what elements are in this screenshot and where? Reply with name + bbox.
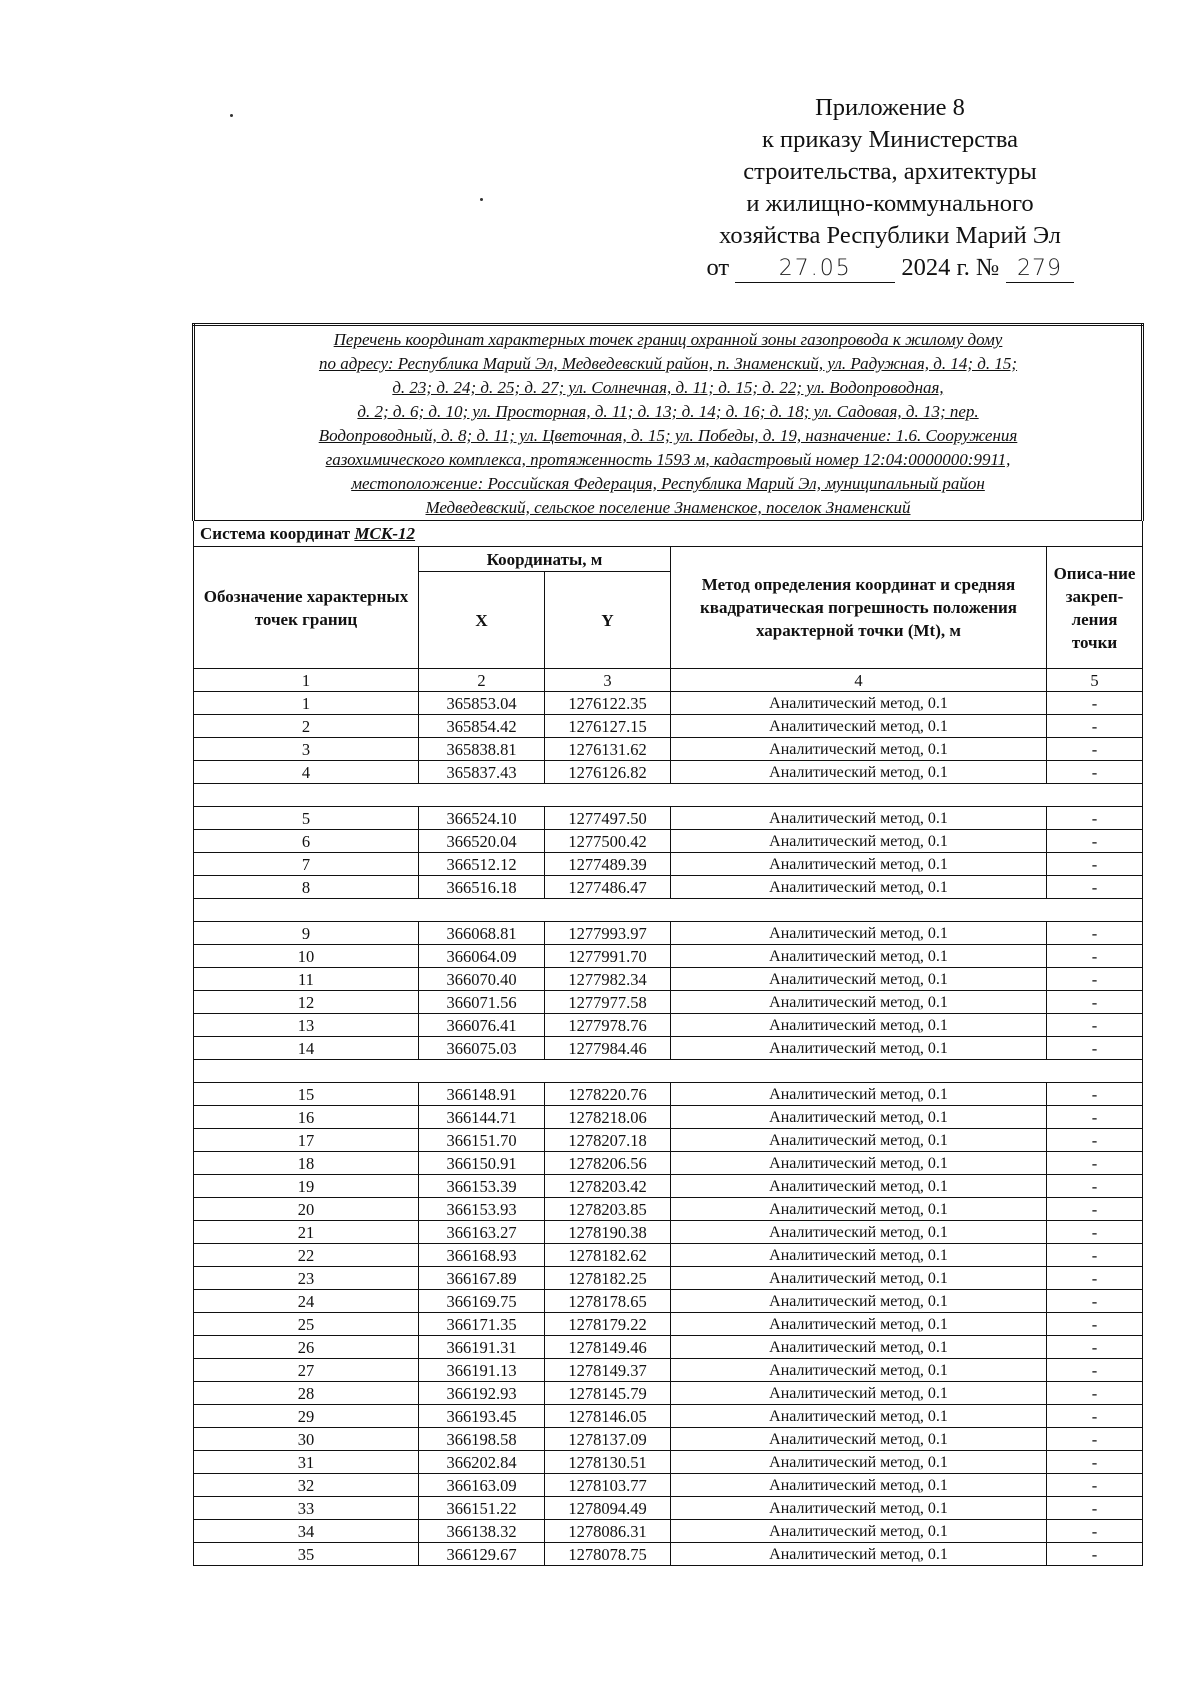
cell-desc: - [1047, 1106, 1143, 1129]
cell-point: 17 [194, 1129, 419, 1152]
cell-y: 1278220.76 [545, 1083, 671, 1106]
cell-y: 1278207.18 [545, 1129, 671, 1152]
cell-method: Аналитический метод, 0.1 [671, 807, 1047, 830]
cell-method: Аналитический метод, 0.1 [671, 853, 1047, 876]
cell-method: Аналитический метод, 0.1 [671, 1290, 1047, 1313]
cell-desc: - [1047, 807, 1143, 830]
cell-x: 366169.75 [419, 1290, 545, 1313]
table-row [194, 1106, 1143, 1129]
cell-x: 366192.93 [419, 1382, 545, 1405]
cell-x: 365838.81 [419, 738, 545, 761]
table-row [194, 922, 1143, 945]
cell-point: 12 [194, 991, 419, 1014]
cell-desc: - [1047, 1451, 1143, 1474]
coordinate-system [194, 521, 1143, 547]
cell-x: 366068.81 [419, 922, 545, 945]
group-separator [194, 784, 1143, 807]
cell-x: 366193.45 [419, 1405, 545, 1428]
caption-line: д. 2; д. 6; д. 10; ул. Просторная, д. 11; д. 13; д. 14; д. 16; д. 18; ул. Садовая, д. 13; пер. [357, 402, 979, 421]
table-row [194, 1497, 1143, 1520]
cell-y: 1278203.85 [545, 1198, 671, 1221]
cell-point: 33 [194, 1497, 419, 1520]
cell-desc: - [1047, 1037, 1143, 1060]
cell-point: 21 [194, 1221, 419, 1244]
cell-desc: - [1047, 1428, 1143, 1451]
cell-y: 1278190.38 [545, 1221, 671, 1244]
cell-x: 366167.89 [419, 1267, 545, 1290]
table-row [194, 991, 1143, 1014]
cell-x: 366198.58 [419, 1428, 545, 1451]
scan-speck [480, 198, 483, 201]
table-row [194, 692, 1143, 715]
cell-y: 1277993.97 [545, 922, 671, 945]
cell-point: 3 [194, 738, 419, 761]
cell-y: 1277977.58 [545, 991, 671, 1014]
table-row [194, 1129, 1143, 1152]
cell-y: 1278203.42 [545, 1175, 671, 1198]
cell-desc: - [1047, 1543, 1143, 1566]
cell-desc: - [1047, 1520, 1143, 1543]
cell-y: 1277982.34 [545, 968, 671, 991]
cell-x: 366144.71 [419, 1106, 545, 1129]
cell-x: 366520.04 [419, 830, 545, 853]
cell-point: 2 [194, 715, 419, 738]
appendix-line: к приказу Министерства [762, 126, 1018, 153]
cell-desc: - [1047, 761, 1143, 784]
table-body [194, 325, 1143, 1566]
cell-x: 366075.03 [419, 1037, 545, 1060]
cell-method: Аналитический метод, 0.1 [671, 1543, 1047, 1566]
cell-method: Аналитический метод, 0.1 [671, 1014, 1047, 1037]
cell-method: Аналитический метод, 0.1 [671, 1497, 1047, 1520]
cell-y: 1277978.76 [545, 1014, 671, 1037]
col-number: 1 [194, 669, 419, 692]
appendix-block [690, 92, 1090, 284]
cell-y: 1278103.77 [545, 1474, 671, 1497]
cell-method: Аналитический метод, 0.1 [671, 715, 1047, 738]
appendix-date-line [690, 252, 1090, 284]
table-row [194, 1152, 1143, 1175]
table-row [194, 1451, 1143, 1474]
cell-y: 1276126.82 [545, 761, 671, 784]
cell-y: 1278130.51 [545, 1451, 671, 1474]
cell-desc: - [1047, 1497, 1143, 1520]
cell-desc: - [1047, 830, 1143, 853]
cell-desc: - [1047, 1083, 1143, 1106]
cell-x: 366153.93 [419, 1198, 545, 1221]
cell-method: Аналитический метод, 0.1 [671, 1152, 1047, 1175]
cell-point: 18 [194, 1152, 419, 1175]
cell-method: Аналитический метод, 0.1 [671, 1382, 1047, 1405]
col-number: 4 [671, 669, 1047, 692]
group-separator [194, 899, 1143, 922]
table-row [194, 968, 1143, 991]
coordinates-table [192, 323, 1144, 1566]
cell-method: Аналитический метод, 0.1 [671, 1267, 1047, 1290]
cell-desc: - [1047, 1244, 1143, 1267]
cell-point: 34 [194, 1520, 419, 1543]
cell-x: 366163.09 [419, 1474, 545, 1497]
cell-desc: - [1047, 1152, 1143, 1175]
table-row [194, 1359, 1143, 1382]
cell-point: 22 [194, 1244, 419, 1267]
cell-y: 1278182.62 [545, 1244, 671, 1267]
cell-desc: - [1047, 922, 1143, 945]
cell-point: 14 [194, 1037, 419, 1060]
cell-method: Аналитический метод, 0.1 [671, 830, 1047, 853]
table-row [194, 945, 1143, 968]
cell-y: 1278146.05 [545, 1405, 671, 1428]
cell-x: 366163.27 [419, 1221, 545, 1244]
cell-y: 1278145.79 [545, 1382, 671, 1405]
header-x: X [419, 572, 545, 669]
table-row [194, 1405, 1143, 1428]
cell-point: 30 [194, 1428, 419, 1451]
caption-line: местоположение: Российская Федерация, Республика Марий Эл, муниципальный район [351, 474, 985, 493]
col-number: 3 [545, 669, 671, 692]
group-separator [194, 1060, 1143, 1083]
system-value: МСК-12 [354, 524, 416, 543]
cell-y: 1277500.42 [545, 830, 671, 853]
cell-method: Аналитический метод, 0.1 [671, 1175, 1047, 1198]
col-number: 5 [1047, 669, 1143, 692]
header-row-1 [194, 547, 1143, 572]
cell-x: 366151.22 [419, 1497, 545, 1520]
cell-y: 1276122.35 [545, 692, 671, 715]
cell-desc: - [1047, 1336, 1143, 1359]
column-number-row [194, 669, 1143, 692]
table-row [194, 807, 1143, 830]
table-row [194, 1336, 1143, 1359]
cell-y: 1278086.31 [545, 1520, 671, 1543]
system-row [194, 521, 1143, 547]
table-row [194, 1474, 1143, 1497]
cell-point: 23 [194, 1267, 419, 1290]
cell-method: Аналитический метод, 0.1 [671, 1451, 1047, 1474]
caption-line: Водопроводный, д. 8; д. 11; ул. Цветочная, д. 15; ул. Победы, д. 19, назначение: 1.6. Сооружения [318, 426, 1018, 445]
cell-desc: - [1047, 1382, 1143, 1405]
caption-line: д. 23; д. 24; д. 25; д. 27; ул. Солнечная, д. 11; д. 15; д. 22; ул. Водопроводная, [392, 378, 944, 397]
cell-desc: - [1047, 968, 1143, 991]
cell-x: 366171.35 [419, 1313, 545, 1336]
cell-point: 5 [194, 807, 419, 830]
appendix-line: строительства, архитектуры [743, 158, 1037, 185]
cell-point: 13 [194, 1014, 419, 1037]
cell-x: 366070.40 [419, 968, 545, 991]
table-row [194, 830, 1143, 853]
cell-method: Аналитический метод, 0.1 [671, 1520, 1047, 1543]
cell-y: 1277489.39 [545, 853, 671, 876]
system-label: Система координат [200, 524, 351, 543]
cell-x: 366150.91 [419, 1152, 545, 1175]
appendix-line: Приложение 8 [815, 94, 965, 121]
cell-method: Аналитический метод, 0.1 [671, 1083, 1047, 1106]
cell-desc: - [1047, 1359, 1143, 1382]
cell-desc: - [1047, 1198, 1143, 1221]
cell-point: 19 [194, 1175, 419, 1198]
cell-y: 1278149.46 [545, 1336, 671, 1359]
col-number: 2 [419, 669, 545, 692]
cell-method: Аналитический метод, 0.1 [671, 1106, 1047, 1129]
handwritten-date: 27.05 [735, 256, 895, 283]
cell-y: 1278178.65 [545, 1290, 671, 1313]
table-row [194, 1037, 1143, 1060]
cell-desc: - [1047, 1474, 1143, 1497]
table-caption [194, 325, 1143, 521]
date-prefix: от [706, 254, 730, 281]
cell-point: 20 [194, 1198, 419, 1221]
cell-desc: - [1047, 692, 1143, 715]
cell-point: 27 [194, 1359, 419, 1382]
cell-x: 366071.56 [419, 991, 545, 1014]
caption-row [194, 325, 1143, 521]
table-row [194, 761, 1143, 784]
cell-point: 26 [194, 1336, 419, 1359]
table-row [194, 1382, 1143, 1405]
cell-y: 1277486.47 [545, 876, 671, 899]
table-row [194, 1543, 1143, 1566]
cell-y: 1278179.22 [545, 1313, 671, 1336]
cell-method: Аналитический метод, 0.1 [671, 1221, 1047, 1244]
header-coords: Координаты, м [419, 547, 671, 572]
cell-method: Аналитический метод, 0.1 [671, 968, 1047, 991]
table-row [194, 715, 1143, 738]
cell-x: 366512.12 [419, 853, 545, 876]
cell-point: 6 [194, 830, 419, 853]
cell-desc: - [1047, 715, 1143, 738]
cell-x: 366191.31 [419, 1336, 545, 1359]
cell-y: 1278218.06 [545, 1106, 671, 1129]
cell-point: 31 [194, 1451, 419, 1474]
cell-point: 24 [194, 1290, 419, 1313]
cell-method: Аналитический метод, 0.1 [671, 1428, 1047, 1451]
cell-y: 1278149.37 [545, 1359, 671, 1382]
cell-desc: - [1047, 1175, 1143, 1198]
table-row [194, 1267, 1143, 1290]
table-row [194, 1290, 1143, 1313]
header-method: Метод определения координат и средняя квадратическая погрешность положения характерной точки (Mt), м [671, 547, 1047, 669]
cell-desc: - [1047, 991, 1143, 1014]
cell-desc: - [1047, 1290, 1143, 1313]
caption-line: Перечень координат характерных точек границ охранной зоны газопровода к жилому дому [333, 330, 1003, 349]
cell-desc: - [1047, 876, 1143, 899]
separator-cell [194, 1060, 1143, 1083]
cell-point: 4 [194, 761, 419, 784]
cell-x: 366202.84 [419, 1451, 545, 1474]
cell-method: Аналитический метод, 0.1 [671, 761, 1047, 784]
cell-desc: - [1047, 738, 1143, 761]
cell-method: Аналитический метод, 0.1 [671, 1474, 1047, 1497]
cell-method: Аналитический метод, 0.1 [671, 738, 1047, 761]
cell-point: 11 [194, 968, 419, 991]
header-y: Y [545, 572, 671, 669]
cell-x: 366191.13 [419, 1359, 545, 1382]
table-row [194, 1083, 1143, 1106]
cell-method: Аналитический метод, 0.1 [671, 991, 1047, 1014]
cell-point: 32 [194, 1474, 419, 1497]
cell-x: 366151.70 [419, 1129, 545, 1152]
cell-y: 1278206.56 [545, 1152, 671, 1175]
cell-y: 1278094.49 [545, 1497, 671, 1520]
cell-y: 1276127.15 [545, 715, 671, 738]
cell-point: 35 [194, 1543, 419, 1566]
appendix-line: и жилищно-коммунального [746, 190, 1034, 217]
cell-y: 1278137.09 [545, 1428, 671, 1451]
cell-point: 10 [194, 945, 419, 968]
table-row [194, 1014, 1143, 1037]
cell-method: Аналитический метод, 0.1 [671, 1359, 1047, 1382]
cell-desc: - [1047, 1405, 1143, 1428]
caption-line: газохимического комплекса, протяженность 1593 м, кадастровый номер 12:04:0000000:9911, [325, 450, 1011, 469]
cell-x: 365854.42 [419, 715, 545, 738]
cell-method: Аналитический метод, 0.1 [671, 945, 1047, 968]
separator-cell [194, 784, 1143, 807]
appendix-line: хозяйства Республики Марий Эл [719, 222, 1061, 249]
table-row [194, 853, 1143, 876]
caption-line: Медведевский, сельское поселение Знаменское, поселок Знаменский [425, 498, 911, 517]
table-row [194, 738, 1143, 761]
cell-x: 366153.39 [419, 1175, 545, 1198]
header-point: Обозначение характерных точек границ [194, 547, 419, 669]
cell-x: 366148.91 [419, 1083, 545, 1106]
cell-point: 15 [194, 1083, 419, 1106]
cell-y: 1277991.70 [545, 945, 671, 968]
cell-y: 1277497.50 [545, 807, 671, 830]
table-row [194, 1221, 1143, 1244]
cell-desc: - [1047, 1129, 1143, 1152]
cell-method: Аналитический метод, 0.1 [671, 922, 1047, 945]
cell-x: 366129.67 [419, 1543, 545, 1566]
cell-point: 29 [194, 1405, 419, 1428]
table-row [194, 1313, 1143, 1336]
header-desc: Описа-ние закреп-ления точки [1047, 547, 1143, 669]
cell-x: 366516.18 [419, 876, 545, 899]
cell-y: 1276131.62 [545, 738, 671, 761]
cell-method: Аналитический метод, 0.1 [671, 1129, 1047, 1152]
cell-desc: - [1047, 1313, 1143, 1336]
cell-y: 1278182.25 [545, 1267, 671, 1290]
cell-desc: - [1047, 945, 1143, 968]
cell-point: 25 [194, 1313, 419, 1336]
caption-line: по адресу: Республика Марий Эл, Медведевский район, п. Знаменский, ул. Радужная, д. 14; д. 15; [318, 354, 1018, 373]
cell-method: Аналитический метод, 0.1 [671, 692, 1047, 715]
table-row [194, 876, 1143, 899]
cell-point: 16 [194, 1106, 419, 1129]
handwritten-order-number: 279 [1006, 256, 1074, 283]
cell-method: Аналитический метод, 0.1 [671, 1037, 1047, 1060]
cell-method: Аналитический метод, 0.1 [671, 1405, 1047, 1428]
cell-desc: - [1047, 1221, 1143, 1244]
table-row [194, 1175, 1143, 1198]
cell-x: 366064.09 [419, 945, 545, 968]
table-row [194, 1428, 1143, 1451]
table-row [194, 1520, 1143, 1543]
cell-point: 1 [194, 692, 419, 715]
table-row [194, 1198, 1143, 1221]
cell-x: 366138.32 [419, 1520, 545, 1543]
cell-x: 366076.41 [419, 1014, 545, 1037]
cell-point: 7 [194, 853, 419, 876]
cell-y: 1277984.46 [545, 1037, 671, 1060]
cell-desc: - [1047, 1014, 1143, 1037]
cell-x: 365837.43 [419, 761, 545, 784]
cell-desc: - [1047, 853, 1143, 876]
year-text: 2024 г. № [901, 254, 1000, 281]
cell-method: Аналитический метод, 0.1 [671, 1336, 1047, 1359]
cell-x: 365853.04 [419, 692, 545, 715]
cell-x: 366524.10 [419, 807, 545, 830]
cell-desc: - [1047, 1267, 1143, 1290]
scan-speck [230, 114, 233, 117]
cell-method: Аналитический метод, 0.1 [671, 1198, 1047, 1221]
cell-method: Аналитический метод, 0.1 [671, 1313, 1047, 1336]
cell-x: 366168.93 [419, 1244, 545, 1267]
separator-cell [194, 899, 1143, 922]
cell-point: 9 [194, 922, 419, 945]
cell-point: 28 [194, 1382, 419, 1405]
cell-method: Аналитический метод, 0.1 [671, 1244, 1047, 1267]
table-row [194, 1244, 1143, 1267]
cell-y: 1278078.75 [545, 1543, 671, 1566]
cell-point: 8 [194, 876, 419, 899]
cell-method: Аналитический метод, 0.1 [671, 876, 1047, 899]
